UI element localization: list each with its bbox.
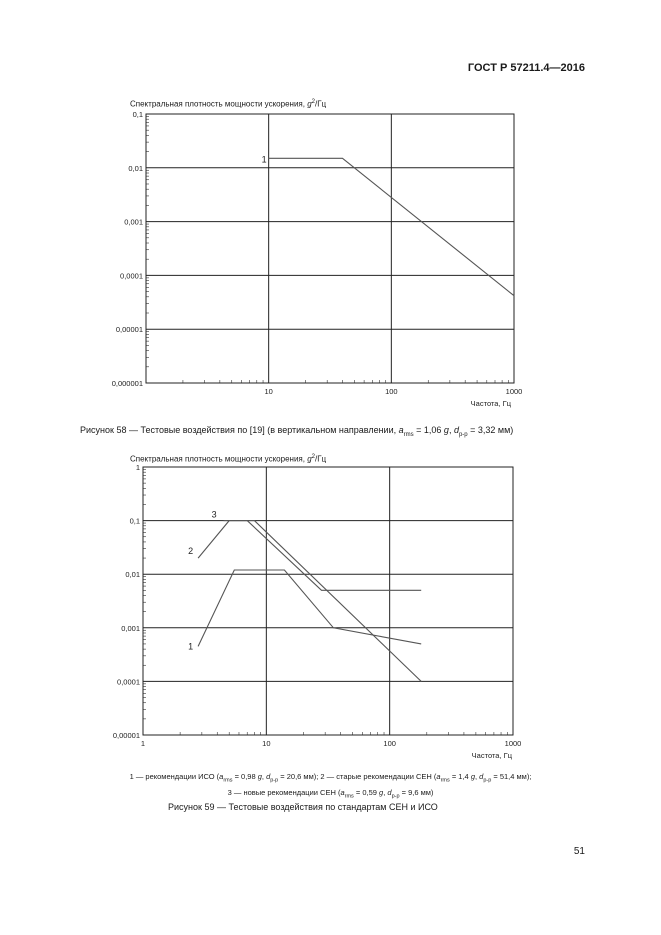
- figure58-y-axis-unit-exp: 2: [311, 99, 315, 105]
- legend-l3-pre: 3 — новые рекомендации СЕН (: [227, 787, 341, 797]
- figure59-legend: [0, 771, 661, 802]
- legend-l3-a-val: = 0,59: [353, 787, 380, 797]
- figure58-caption-d-sub: p-p: [458, 431, 468, 438]
- legend-l2-sep: ,: [474, 772, 480, 781]
- fig59-series-1-label: 1: [188, 641, 194, 652]
- fig59-y-tick-label: 0,0001: [117, 677, 140, 687]
- fig58-y-tick-label: 0,0001: [120, 271, 143, 281]
- fig59-x-tick-label: 10: [262, 739, 271, 748]
- fig58-x-tick-label: 10: [264, 387, 273, 396]
- figure58-caption-a-val: = 1,06: [413, 425, 444, 435]
- legend-l2-d-sub: p-p: [483, 777, 492, 784]
- legend-l1-a-val: = 0,98: [232, 772, 258, 781]
- legend-l1-d: d: [266, 772, 271, 781]
- fig59-y-tick-label: 0,001: [121, 623, 140, 633]
- figure58-caption: [80, 425, 513, 438]
- fig58-y-tick-label: 0,01: [128, 163, 143, 173]
- fig59-x-tick-label: 100: [383, 739, 396, 748]
- page-number: 51: [573, 846, 585, 857]
- legend-l3-sep: ,: [383, 787, 388, 797]
- figure58-chart: [80, 106, 540, 416]
- figure58-caption-a-sub: rms: [403, 431, 414, 438]
- figure59-chart: [80, 459, 540, 769]
- legend-l1-a-sub: rms: [223, 777, 233, 784]
- legend-l1-a: a: [219, 772, 224, 781]
- legend-l1-pre: 1 — рекомендации ИСО (: [129, 772, 220, 781]
- fig58-y-tick-label: 0,1: [132, 110, 143, 119]
- figure58-y-axis-title-text: Спектральная плотность мощности ускорения,: [130, 99, 308, 109]
- fig59-series-2-label: 2: [188, 546, 194, 557]
- legend-l2-d-val: = 51,4 мм);: [491, 772, 532, 781]
- figure58-caption-sep: ,: [448, 425, 454, 435]
- fig59-y-tick-label: 1: [135, 463, 140, 472]
- fig58-series-1-label: 1: [261, 154, 267, 165]
- legend-l1-d-val: = 20,6 мм); 2 — старые рекомендации СЕН (: [278, 772, 437, 781]
- figure58-caption-d: d: [453, 425, 459, 435]
- figure59-caption: Рисунок 59 — Тестовые воздействия по стандартам СЕН и ИСО: [168, 802, 438, 812]
- legend-l2-a: a: [436, 772, 441, 781]
- fig59-series-1-line: [198, 570, 421, 646]
- legend-l1-sep: ,: [261, 772, 267, 781]
- fig59-series-2-line: [198, 521, 421, 591]
- legend-l2-g: g: [470, 772, 475, 781]
- fig59-x-tick-label: 1: [140, 739, 146, 748]
- fig58-plot-frame: [146, 114, 514, 383]
- fig59-series-3-line: [224, 521, 422, 682]
- fig58-y-tick-label: 0,00001: [115, 325, 143, 335]
- legend-l1-d-sub: p-p: [270, 777, 279, 784]
- figure58-caption-g: g: [443, 425, 449, 435]
- legend-l3-a: a: [340, 787, 345, 797]
- legend-l2-a-val: = 1,4: [449, 772, 471, 781]
- legend-l3-d-val: = 9,6 мм): [399, 787, 434, 797]
- fig58-x-axis-title: Частота, Гц: [470, 399, 511, 408]
- fig58-y-tick-label: 0,001: [124, 217, 143, 227]
- figure59-y-axis-unit-exp: 2: [311, 454, 315, 460]
- legend-l1-g: g: [257, 772, 262, 781]
- figure58-caption-a: a: [398, 425, 404, 435]
- fig58-x-tick-label: 1000: [505, 387, 523, 396]
- figure58-caption-pre: Рисунок 58 — Тестовые воздействия по [19] (в вертикальном направлении,: [80, 425, 399, 435]
- fig59-y-tick-label: 0,01: [125, 570, 140, 580]
- fig59-y-tick-label: 0,00001: [112, 731, 140, 740]
- figure58-caption-d-val: = 3,32 мм): [467, 425, 514, 435]
- figure58-y-axis-unit-rest: /Гц: [314, 99, 327, 109]
- legend-l3-g: g: [379, 787, 384, 797]
- document-id: ГОСТ Р 57211.4—2016: [467, 62, 585, 74]
- figure59-legend-line1: [0, 771, 661, 787]
- figure59-legend-line2: [0, 787, 661, 803]
- figure59-y-axis-unit-rest: /Гц: [314, 454, 327, 464]
- fig59-x-tick-label: 1000: [504, 739, 522, 748]
- fig59-plot-frame: [143, 467, 513, 735]
- fig59-y-tick-label: 0,1: [129, 516, 140, 526]
- legend-l3-a-sub: rms: [344, 793, 354, 799]
- legend-l2-a-sub: rms: [440, 777, 450, 784]
- fig58-x-tick-label: 100: [385, 387, 398, 396]
- fig58-y-tick-label: 0,000001: [111, 379, 143, 388]
- figure59-y-axis-title-text: Спектральная плотность мощности ускорения,: [130, 454, 308, 464]
- figure59-y-axis-unit-var: g: [307, 454, 312, 464]
- fig59-x-axis-title: Частота, Гц: [471, 751, 512, 760]
- legend-l2-d: d: [479, 772, 484, 781]
- legend-l3-d-sub: p-p: [391, 793, 400, 799]
- fig59-series-3-label: 3: [211, 509, 217, 520]
- figure58-y-axis-unit-var: g: [307, 99, 312, 109]
- legend-l3-d: d: [387, 787, 392, 797]
